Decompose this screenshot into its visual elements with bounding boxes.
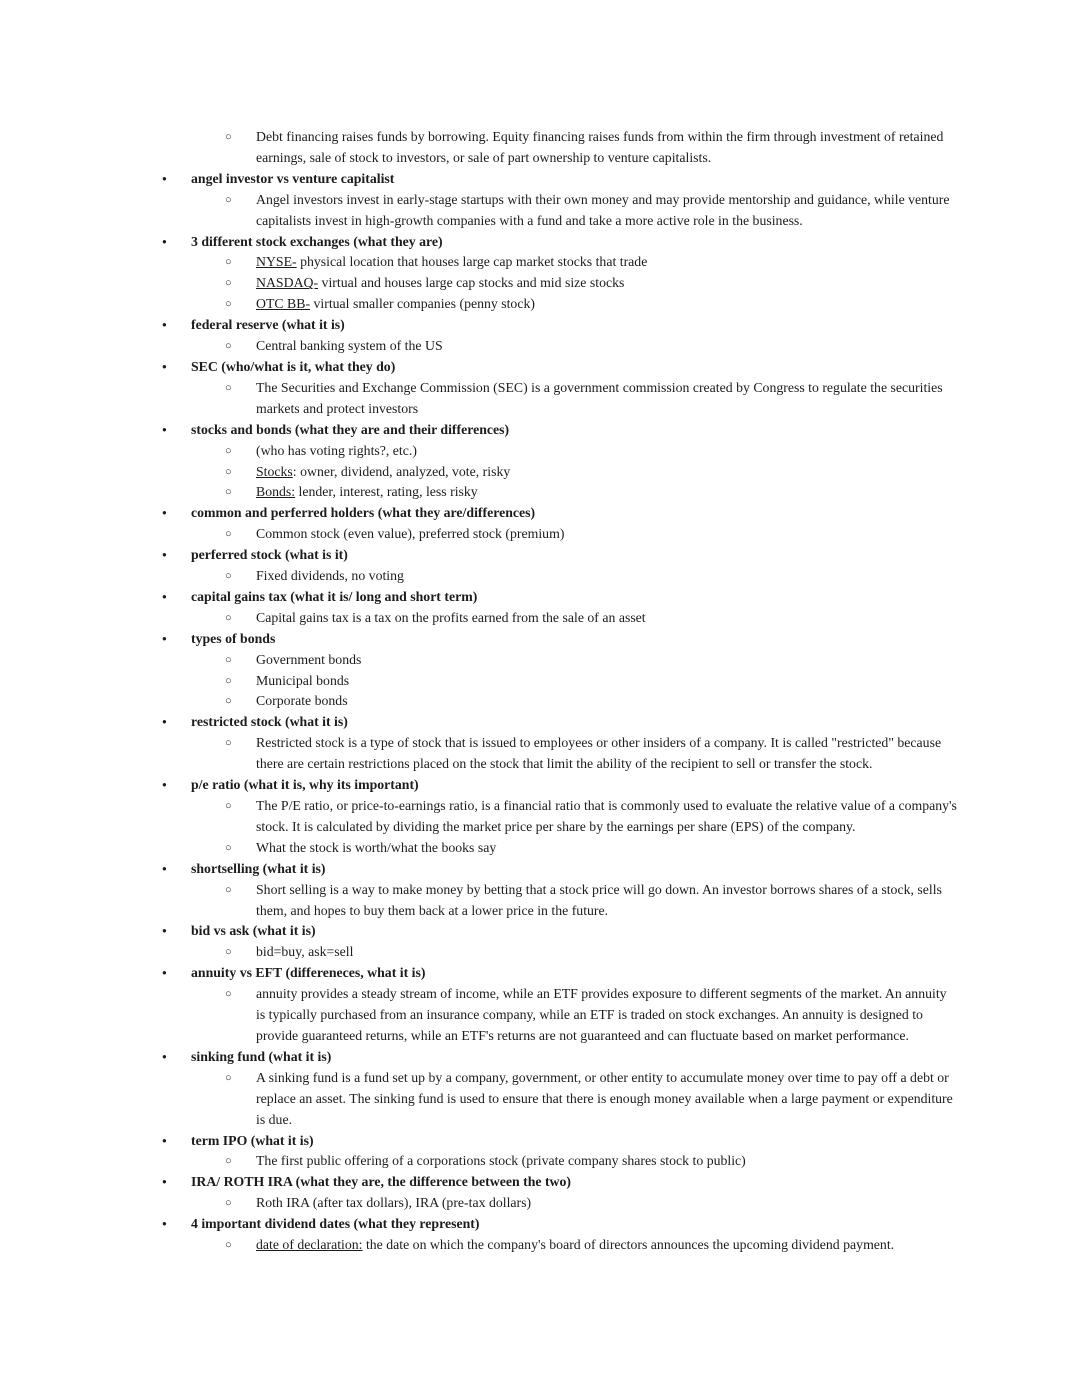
circle-bullet-icon: ○ [225, 737, 232, 750]
list-item [162, 1047, 958, 1068]
sub-list-item-text: Corporate bonds [256, 693, 348, 709]
sub-list-item [162, 1151, 958, 1172]
bullet-icon: ● [162, 863, 167, 873]
list-item [162, 357, 958, 378]
sub-list-item-text: The P/E ratio, or price-to-earnings ratio, is a financial ratio that is commonly used to evaluate the relative value of a company's stock. It is calculated by dividing the market price per share by the earnings per share (EPS) of the company. [256, 798, 957, 834]
sub-list-item-text: (who has voting rights?, etc.) [256, 442, 417, 458]
sub-list-item [162, 796, 958, 838]
bullet-icon: ● [162, 968, 167, 978]
circle-bullet-icon: ○ [225, 988, 232, 1001]
bullet-icon: ● [162, 1219, 167, 1229]
list-item-title: sinking fund (what it is) [191, 1048, 332, 1064]
sub-list-item-text: Capital gains tax is a tax on the profits earned from the sale of an asset [256, 609, 646, 625]
sub-list-item-text: Common stock (even value), preferred stock (premium) [256, 526, 565, 542]
underlined-term: Bonds: [256, 484, 296, 500]
sub-list-item [162, 733, 958, 775]
sub-list-item [162, 942, 958, 963]
list-item [162, 545, 958, 566]
bullet-icon: ● [162, 1135, 167, 1145]
list-item-title: annuity vs EFT (differeneces, what it is) [191, 965, 426, 981]
sub-list-item [162, 336, 958, 357]
sub-list-item-text: Fixed dividends, no voting [256, 568, 404, 584]
list-item-title: term IPO (what it is) [191, 1132, 314, 1148]
list-item-title: restricted stock (what it is) [191, 714, 348, 730]
circle-bullet-icon: ○ [225, 841, 232, 854]
list-item [162, 315, 958, 336]
sub-list-item [162, 566, 958, 587]
list-item [162, 232, 958, 253]
circle-bullet-icon: ○ [225, 611, 232, 624]
list-item-title: 3 different stock exchanges (what they are) [191, 233, 443, 249]
underlined-term: NASDAQ- [256, 275, 319, 291]
sub-list-item [162, 650, 958, 671]
bullet-icon: ● [162, 780, 167, 790]
circle-bullet-icon: ○ [225, 277, 232, 290]
list-item [162, 629, 958, 650]
list-item-title: bid vs ask (what it is) [191, 923, 316, 939]
sub-list-item-text: Angel investors invest in early-stage startups with their own money and may provide mentorship and guidance, while venture capitalists invest in high-growth companies with a fund and take a more active role in the business. [256, 191, 950, 228]
circle-bullet-icon: ○ [225, 800, 232, 812]
sub-list-item-text: Central banking system of the US [256, 338, 443, 354]
list-item-title: perferred stock (what is it) [191, 547, 348, 563]
list-item [162, 1131, 958, 1152]
bullet-icon: ● [162, 633, 167, 643]
sub-list-item [162, 252, 958, 273]
list-item-title: 4 important dividend dates (what they represent) [191, 1216, 480, 1232]
circle-bullet-icon: ○ [225, 1197, 232, 1210]
underlined-term: OTC BB- [256, 296, 311, 312]
sub-list-item [162, 608, 958, 629]
sub-list-item [162, 294, 958, 315]
sub-list-item-text: A sinking fund is a fund set up by a company, government, or other entity to accumulate money over time to pay off a debt or replace an asset. The sinking fund is used to ensure that there is enough money available when a large payment or expenditure is due. [256, 1069, 953, 1127]
sub-list-item [162, 984, 958, 1047]
sub-list-item-text: Short selling is a way to make money by betting that a stock price will go down. An investor borrows shares of a stock, sells them, and hopes to buy them back at a lower price in the future. [256, 881, 942, 918]
circle-bullet-icon: ○ [225, 1071, 232, 1084]
circle-bullet-icon: ○ [225, 298, 232, 311]
sub-list-item [162, 1068, 958, 1131]
list-item [162, 775, 958, 796]
circle-bullet-icon: ○ [225, 340, 232, 353]
sub-list-item [162, 127, 958, 169]
sub-list-item [162, 190, 958, 232]
sub-list-item [162, 880, 958, 922]
circle-bullet-icon: ○ [225, 486, 232, 499]
circle-bullet-icon: ○ [225, 570, 232, 583]
circle-bullet-icon: ○ [225, 381, 232, 394]
circle-bullet-icon: ○ [225, 256, 232, 269]
list-item [162, 503, 958, 524]
circle-bullet-icon: ○ [225, 695, 232, 708]
list-item [162, 169, 958, 190]
list-item [162, 712, 958, 733]
sub-list-item-text: bid=buy, ask=sell [256, 944, 354, 960]
bullet-icon: ● [162, 236, 167, 246]
underlined-term: date of declaration: [256, 1237, 363, 1253]
sub-list-item-text: NYSE- physical location that houses large cap market stocks that trade [256, 254, 648, 270]
sub-list-item [162, 1235, 958, 1256]
list-item [162, 859, 958, 880]
list-item [162, 921, 958, 942]
underlined-term: Stocks [256, 463, 293, 479]
bullet-icon: ● [162, 424, 167, 434]
list-item [162, 587, 958, 608]
sub-list-item-text: Debt financing raises funds by borrowing. Equity financing raises funds from within the firm through investment of retained earnings, sale of stock to investors, or sale of part ownership to venture capitalists. [256, 129, 944, 165]
list-item-title: p/e ratio (what it is, why its important) [191, 777, 419, 793]
sub-list-item [162, 1193, 958, 1214]
list-item-title: SEC (who/what is it, what they do) [191, 358, 396, 374]
sub-list-item-text: Bonds: lender, interest, rating, less risky [256, 484, 478, 500]
list-item-title: common and perferred holders (what they are/differences) [191, 505, 536, 521]
sub-list-item [162, 462, 958, 483]
bullet-icon: ● [162, 361, 167, 371]
bullet-icon: ● [162, 591, 167, 601]
sub-list-item [162, 441, 958, 462]
bullet-icon: ● [162, 508, 167, 518]
list-item-title: federal reserve (what it is) [191, 317, 345, 333]
sub-list-item [162, 671, 958, 692]
list-item-title: angel investor vs venture capitalist [191, 170, 395, 186]
circle-bullet-icon: ○ [225, 1239, 232, 1252]
sub-list-item-text: NASDAQ- virtual and houses large cap stocks and mid size stocks [256, 275, 625, 291]
bullet-icon: ● [162, 717, 167, 727]
circle-bullet-icon: ○ [225, 444, 232, 457]
underlined-term: NYSE- [256, 254, 297, 270]
circle-bullet-icon: ○ [225, 883, 232, 896]
list-item [162, 963, 958, 984]
bullet-icon: ● [162, 173, 167, 183]
circle-bullet-icon: ○ [225, 946, 232, 959]
circle-bullet-icon: ○ [225, 1155, 232, 1168]
sub-list-item-text: OTC BB- virtual smaller companies (penny stock) [256, 296, 535, 312]
list-item-title: capital gains tax (what it is/ long and short term) [191, 588, 478, 604]
sub-list-item-text: The first public offering of a corporations stock (private company shares stock to public) [256, 1153, 746, 1169]
circle-bullet-icon: ○ [225, 465, 232, 478]
sub-list-item [162, 273, 958, 294]
list-item-title: shortselling (what it is) [191, 860, 326, 876]
list-item [162, 420, 958, 441]
circle-bullet-icon: ○ [225, 131, 232, 143]
sub-list-item [162, 838, 958, 859]
sub-list-item [162, 482, 958, 503]
sub-list-item-text: annuity provides a steady stream of income, while an ETF provides exposure to different segments of the market. An annuity is typically purchased from an insurance company, while an ETF is traded on stock exchanges. An annuity is designed to provide guaranteed returns, while an ETF's returns are not guaranteed and can fluctuate based on market performance. [256, 986, 947, 1043]
sub-list-item-text: date of declaration: the date on which the company's board of directors announces the upcoming dividend payment. [256, 1237, 895, 1253]
bullet-icon: ● [162, 1051, 167, 1061]
circle-bullet-icon: ○ [225, 528, 232, 541]
list-item-title: IRA/ ROTH IRA (what they are, the difference between the two) [191, 1174, 571, 1190]
circle-bullet-icon: ○ [225, 193, 232, 206]
sub-list-item-text: Municipal bonds [256, 672, 350, 688]
sub-list-item [162, 691, 958, 712]
circle-bullet-icon: ○ [225, 653, 232, 666]
bullet-icon: ● [162, 320, 167, 330]
list-item-title: types of bonds [191, 630, 276, 646]
sub-list-item-text: Stocks: owner, dividend, analyzed, vote, risky [256, 463, 511, 479]
sub-list-item-text: Restricted stock is a type of stock that is issued to employees or other insiders of a company. It is called "restricted" because there are certain restrictions placed on the stock that limit the ability of the recipient to sell or transfer the stock. [256, 735, 942, 772]
bullet-icon: ● [162, 926, 167, 936]
sub-list-item [162, 378, 958, 420]
sub-list-item-text: What the stock is worth/what the books say [256, 839, 497, 855]
sub-list-item-text: Roth IRA (after tax dollars), IRA (pre-tax dollars) [256, 1195, 532, 1211]
list-item [162, 1172, 958, 1193]
bullet-icon: ● [162, 550, 167, 560]
bullet-icon: ● [162, 1177, 167, 1187]
circle-bullet-icon: ○ [225, 674, 232, 687]
sub-list-item [162, 524, 958, 545]
list-item-title: stocks and bonds (what they are and their differences) [191, 421, 510, 437]
sub-list-item-text: The Securities and Exchange Commission (SEC) is a government commission created by Congress to regulate the securities markets and protect investors [256, 379, 943, 416]
list-item [162, 1214, 958, 1235]
sub-list-item-text: Government bonds [256, 651, 362, 667]
